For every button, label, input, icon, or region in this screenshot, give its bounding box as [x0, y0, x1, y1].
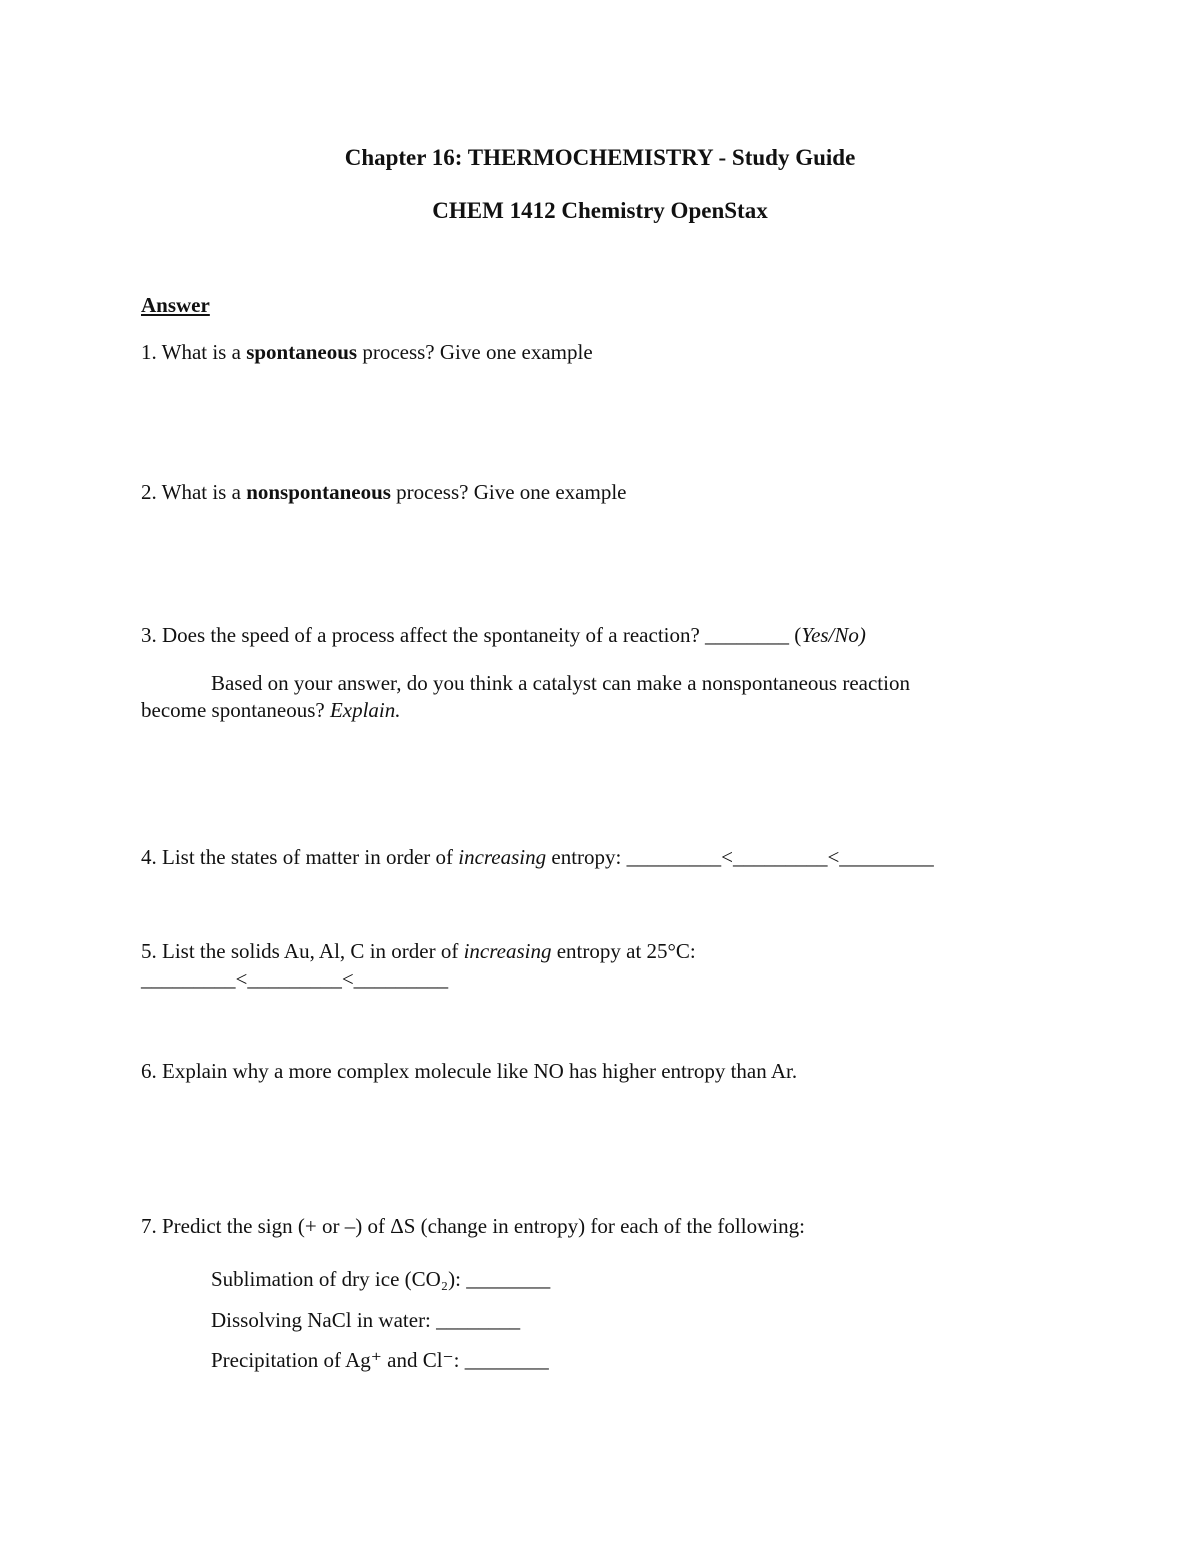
question-1: 1. What is a spontaneous process? Give one example [141, 340, 593, 364]
question-5-blanks: _________<_________<_________ [141, 967, 449, 991]
course-subtitle: CHEM 1412 Chemistry OpenStax [432, 198, 768, 223]
question-3: 3. Does the speed of a process affect the spontaneity of a reaction? ________ (Yes/No) [141, 623, 866, 647]
question-4: 4. List the states of matter in order of increasing entropy: _________<_________<_________ [141, 845, 934, 869]
question-7: 7. Predict the sign (+ or –) of ΔS (change in entropy) for each of the following: [141, 1214, 805, 1238]
page-title: Chapter 16: THERMOCHEMISTRY - Study Guide [344, 145, 856, 170]
question-6: 6. Explain why a more complex molecule like NO has higher entropy than Ar. [141, 1059, 798, 1083]
question-3-followup-line1: Based on your answer, do you think a catalyst can make a nonspontaneous reaction [211, 671, 910, 695]
question-2: 2. What is a nonspontaneous process? Give one example [141, 480, 627, 504]
answer-heading: Answer [141, 293, 210, 317]
question-3-followup-line2: become spontaneous? Explain. [141, 698, 401, 722]
question-7-item: Dissolving NaCl in water: ________ [211, 1308, 521, 1332]
question-5: 5. List the solids Au, Al, C in order of increasing entropy at 25°C: [141, 939, 696, 963]
question-7-item: Sublimation of dry ice (CO₂): ________ [211, 1267, 551, 1291]
question-7-item: Precipitation of Ag⁺ and Cl⁻: ________ [211, 1348, 549, 1372]
